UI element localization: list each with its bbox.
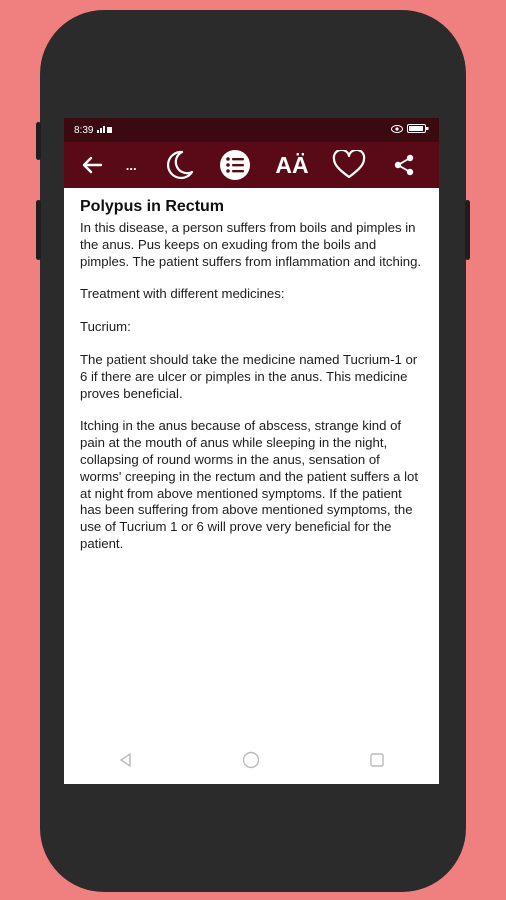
article-content	[64, 188, 439, 553]
nav-recents-icon[interactable]	[369, 752, 385, 773]
font-size-label: AÄ	[275, 151, 309, 178]
app-screen	[64, 118, 439, 784]
article-paragraph: The patient should take the medicine named Tucrium-1 or 6 if there are ulcer or pimples in the anus. This medicine proves beneficial.	[80, 351, 421, 401]
article-title: Polypus in Rectum	[80, 198, 225, 215]
moon-icon[interactable]	[151, 148, 206, 182]
back-arrow-icon[interactable]	[72, 156, 111, 174]
power-button	[465, 200, 470, 260]
article-paragraph: In this disease, a person suffers from boils and pimples in the anus. Pus keeps on exuding from the boils and pimples. The patient suffers from inflammation and itching.	[80, 220, 422, 269]
status-time: 8:39	[74, 124, 94, 136]
share-icon[interactable]	[378, 154, 431, 176]
nav-back-icon[interactable]	[118, 752, 134, 773]
article-paragraph: Treatment with different medicines:	[80, 286, 285, 302]
status-bar	[64, 118, 439, 142]
volume-button-lower	[36, 200, 41, 260]
app-toolbar	[64, 142, 439, 188]
nav-home-icon[interactable]	[242, 751, 260, 774]
eye-icon	[391, 125, 403, 136]
battery-icon	[407, 124, 429, 136]
font-size-icon[interactable]	[263, 152, 320, 179]
system-nav-bar	[64, 740, 439, 784]
title-ellipsis: ...	[125, 157, 137, 173]
article-paragraph: Tucrium:	[80, 319, 131, 335]
article-paragraph: Itching in the anus because of abscess, strange kind of pain at the mouth of anus while sleeping in the night, collapsing of round worms in the anus, sensation of worms' creeping in the rectum and the patient suffers a lot at night from above mentioned symptoms. If the patient has been suffering from above mentioned symptoms, the use of Tucrium 1 or 6 will prove very beneficial for the patient.	[80, 418, 422, 551]
volume-button	[36, 122, 41, 160]
heart-icon[interactable]	[321, 150, 378, 180]
signal-icon	[97, 125, 113, 136]
list-icon[interactable]	[206, 148, 263, 182]
